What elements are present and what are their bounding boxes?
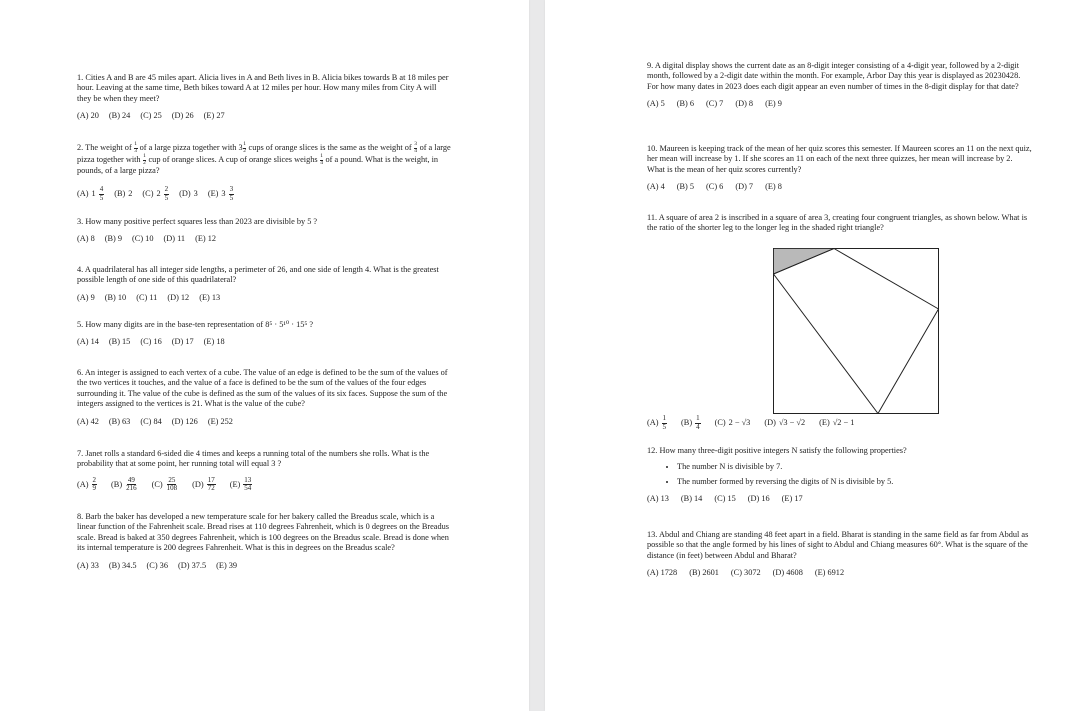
- problem-number: 5.: [77, 320, 84, 329]
- choice-a[interactable]: (A) 8: [77, 234, 95, 244]
- problem-number: 9.: [647, 61, 654, 70]
- choice-e[interactable]: (E) 18: [203, 337, 225, 347]
- problem-number: 3.: [77, 217, 84, 226]
- problem-text: Maureen is keeping track of the mean of her quiz scores this semester. If Maureen scores an 11 on the next quiz, her mean will increase by 1. If she scores an 11 on each of the next three quizzes, her mean will increase by 2. What is the mean of her quiz scores currently?: [647, 144, 1032, 174]
- choice-d[interactable]: (D) 17: [171, 337, 194, 347]
- choice-d[interactable]: (D) 3: [179, 189, 198, 199]
- choice-a[interactable]: (A) 13: [647, 494, 669, 504]
- problem-text: A digital display shows the current date as an 8-digit integer consisting of a 4-digit year, followed by a 2-digit month, followed by a 2-digit date within the month. For example, Arbor Day this year is displayed as 20230428. For how many dates in 2023 does each digit appear an even number of times in the 8-digit display for that date?: [647, 61, 1021, 91]
- choice-e[interactable]: (E) $\frac{13}{54}$: [229, 475, 252, 493]
- choice-e[interactable]: (E) √2 − 1: [819, 417, 855, 427]
- problem-13: [647, 530, 1037, 579]
- choice-d[interactable]: (D) 126: [171, 416, 198, 426]
- choice-b[interactable]: (B) 6: [676, 99, 695, 109]
- choice-e[interactable]: (E) 3 $\frac{3}{5}$: [207, 185, 234, 202]
- choice-c[interactable]: (C) 84: [140, 416, 162, 426]
- choice-e[interactable]: (E) 12: [195, 234, 217, 244]
- answer-choices: [77, 417, 449, 427]
- choice-e[interactable]: (E) 8: [765, 182, 782, 192]
- problem-2: [77, 142, 452, 202]
- choice-b[interactable]: (B) 24: [108, 111, 131, 121]
- choice-d[interactable]: (D) 4608: [772, 568, 803, 578]
- choice-a[interactable]: (A) 42: [77, 416, 99, 426]
- choice-a[interactable]: (A) 1728: [647, 568, 678, 578]
- choice-c[interactable]: (C) 16: [140, 337, 162, 347]
- choice-d[interactable]: (D) 16: [747, 494, 770, 504]
- problem-number: 7.: [77, 449, 84, 458]
- fraction: $\frac{1}{2}$: [243, 141, 246, 154]
- fraction: $\frac{1}{2}$: [143, 153, 146, 166]
- problem-text: How many positive perfect squares less than 2023 are divisible by 5 ?: [85, 217, 318, 226]
- problem-number: 8.: [77, 512, 84, 521]
- choice-e[interactable]: (E) 27: [203, 111, 225, 121]
- problem-text: How many digits are in the base-ten representation of 8⁵ · 5¹⁰ · 15⁵ ?: [85, 320, 314, 329]
- answer-choices: [647, 494, 1032, 504]
- answer-choices: [77, 337, 449, 347]
- choice-e[interactable]: (E) 252: [207, 416, 233, 426]
- right-page: [545, 0, 1080, 711]
- choice-c[interactable]: (C) 11: [136, 292, 158, 302]
- problem-5: [77, 320, 449, 348]
- problem-number: 6.: [77, 368, 84, 377]
- problem-7: [77, 449, 449, 493]
- choice-b[interactable]: (B) 9: [104, 234, 123, 244]
- problem-text: Abdul and Chiang are standing 48 feet apart in a field. Bharat is standing in the same field as far from Abdul as possible so that the angle formed by his lines of sight to Abdul and Chiang measures 60°. What is the square of the distance (in feet) between Abdul and Bharat?: [647, 530, 1029, 560]
- fraction: $\frac{1}{3}$: [134, 141, 138, 154]
- problem-number: 10.: [647, 144, 658, 153]
- choice-c[interactable]: (C) 2 $\frac{2}{5}$: [142, 185, 169, 202]
- problem-text: How many three-digit positive integers N satisfy the following properties?: [659, 446, 907, 455]
- answer-choices: [647, 568, 1037, 578]
- problem-text: cups of orange slices is the same as the weight of: [248, 142, 412, 152]
- answer-choices: [77, 186, 452, 202]
- left-page: [0, 0, 529, 711]
- choice-c[interactable]: (C) $\frac{25}{108}$: [151, 475, 178, 493]
- problem-number: 11.: [647, 213, 658, 222]
- problem-number: 13.: [647, 530, 658, 539]
- problem-9: [647, 61, 1032, 110]
- problem-text: The weight of: [85, 142, 132, 152]
- choice-c[interactable]: (C) 2 − √3: [714, 417, 751, 427]
- choice-c[interactable]: (C) 10: [132, 234, 154, 244]
- choice-d[interactable]: (D) 11: [163, 234, 186, 244]
- choice-d[interactable]: (D) √3 − √2: [764, 417, 806, 427]
- problem-text: of a large pizza together with 3: [139, 142, 243, 152]
- problem-number: 2.: [77, 142, 84, 152]
- answer-choices: [77, 234, 449, 244]
- choice-b[interactable]: (B) 15: [108, 337, 131, 347]
- problem-number: 1.: [77, 73, 84, 82]
- problem-text: cup of orange slices. A cup of orange slices weighs: [148, 154, 318, 164]
- choice-b[interactable]: (B) 63: [108, 416, 131, 426]
- problem-12: [647, 446, 1032, 505]
- choice-b[interactable]: (B) 14: [680, 494, 703, 504]
- choice-c[interactable]: (C) 3072: [730, 568, 761, 578]
- choice-d[interactable]: (D) 7: [735, 182, 754, 192]
- problem-text: A square of area 2 is inscribed in a square of area 3, creating four congruent triangles, as shown below. What is the ratio of the shorter leg to the longer leg in the shaded right triangle?: [647, 213, 1028, 233]
- choice-c[interactable]: (C) 7: [706, 99, 724, 109]
- problem-text: An integer is assigned to each vertex of a cube. The value of an edge is defined to be the sum of the values of the two vertices it touches, and the value of a face is defined to be the sum of the values of the four edges surrounding it. The value of the cube is defined as the sum of the values of its six faces. Suppose the sum of the integers assigned to the vertices is 21. What is the value of the cube?: [77, 368, 448, 409]
- problem-text: A quadrilateral has all integer side lengths, a perimeter of 26, and one side of length 4. What is the greatest possible length of one side of this quadrilateral?: [77, 265, 439, 285]
- fraction: $\frac{1}{4}$: [320, 153, 323, 166]
- choice-d[interactable]: (D) 26: [171, 111, 194, 121]
- problem-3: [77, 217, 449, 245]
- choice-b[interactable]: (B) 2601: [689, 568, 719, 578]
- choice-e[interactable]: (E) 6912: [814, 568, 845, 578]
- problem-text: Janet rolls a standard 6-sided die 4 times and keeps a running total of the numbers she rolls. What is the probability that at some point, her running total will equal 3 ?: [77, 449, 430, 469]
- answer-choices: [647, 182, 1032, 192]
- problem-6: [77, 368, 449, 427]
- property-list: [647, 462, 1032, 487]
- choice-e[interactable]: (E) 13: [199, 292, 221, 302]
- answer-choices: [77, 293, 449, 303]
- choice-e[interactable]: (E) 17: [781, 494, 803, 504]
- choice-a[interactable]: (A) $\frac{2}{9}$: [77, 475, 97, 493]
- choice-b[interactable]: (B) $\frac{1}{4}$: [681, 414, 700, 431]
- fraction: $\frac{3}{4}$: [414, 141, 417, 154]
- choice-b[interactable]: (B) 2: [114, 189, 133, 199]
- problem-4: [77, 265, 449, 303]
- problem-8: [77, 512, 449, 571]
- problem-text: Cities A and B are 45 miles apart. Alicia lives in A and Beth lives in B. Alicia bikes towards B at 18 miles per hour. Leaving at the same time, Beth bikes toward A at 12 miles per hour. How many miles from City A will they be when they meet?: [77, 73, 449, 103]
- inner-square: [774, 249, 939, 414]
- choice-c[interactable]: (C) 15: [714, 494, 736, 504]
- answer-choices: [77, 561, 449, 571]
- choice-b[interactable]: (B) 10: [104, 292, 127, 302]
- problem-11-choices: [647, 408, 1037, 431]
- problem-1: [77, 73, 449, 122]
- choice-e[interactable]: (E) 9: [765, 99, 782, 109]
- answer-choices: [77, 111, 449, 121]
- choice-b[interactable]: (B) $\frac{49}{216}$: [111, 475, 137, 493]
- answer-choices: [647, 99, 1032, 109]
- choice-a[interactable]: (A) 20: [77, 111, 99, 121]
- choice-e[interactable]: (E) 39: [216, 560, 238, 570]
- choice-b[interactable]: (B) 5: [676, 182, 695, 192]
- choice-a[interactable]: (A) 1 $\frac{4}{5}$: [77, 185, 104, 202]
- choice-a[interactable]: (A) 4: [647, 182, 665, 192]
- list-item: • The number formed by reversing the digits of N is divisible by 5.: [677, 477, 1032, 487]
- choice-d[interactable]: (D) 37.5: [177, 560, 207, 570]
- choice-d[interactable]: (D) $\frac{17}{72}$: [192, 475, 215, 493]
- choice-a[interactable]: (A) $\frac{1}{5}$: [647, 414, 667, 431]
- choice-a[interactable]: (A) 5: [647, 99, 665, 109]
- problem-10: [647, 144, 1032, 193]
- problem-number: 4.: [77, 265, 84, 274]
- problem-text: of a pound. What is the weight, in pounds, of a large pizza?: [77, 154, 439, 175]
- problem-11: [647, 213, 1037, 234]
- choice-d[interactable]: (D) 8: [735, 99, 754, 109]
- choice-c[interactable]: (C) 25: [140, 111, 162, 121]
- problem-text: Barb the baker has developed a new temperature scale for her bakery called the Breadus scale, which is a linear function of the Fahrenheit scale. Bread rises at 110 degrees Fahrenheit, which is 0 degrees on the Breadus scale. Bread is baked at 350 degrees Fahrenheit, which is 100 degrees on the Breadus scale. Bread is done when its internal temperature is 200 degrees Fahrenheit. What is this in degrees on the Breadus scale?: [77, 512, 450, 553]
- outer-square: [774, 249, 939, 414]
- choice-d[interactable]: (D) 12: [167, 292, 190, 302]
- choice-b[interactable]: (B) 34.5: [108, 560, 137, 570]
- choice-a[interactable]: (A) 9: [77, 292, 95, 302]
- list-item: • The number N is divisible by 7.: [677, 462, 1032, 472]
- choice-c[interactable]: (C) 36: [146, 560, 168, 570]
- choice-a[interactable]: (A) 33: [77, 560, 99, 570]
- answer-choices: [77, 477, 449, 493]
- choice-c[interactable]: (C) 6: [706, 182, 724, 192]
- choice-a[interactable]: (A) 14: [77, 337, 99, 347]
- problem-text: of a large pizza together with: [77, 142, 451, 164]
- inscribed-squares-diagram: [773, 248, 939, 414]
- problem-number: 12.: [647, 446, 658, 455]
- answer-choices: [647, 415, 1037, 431]
